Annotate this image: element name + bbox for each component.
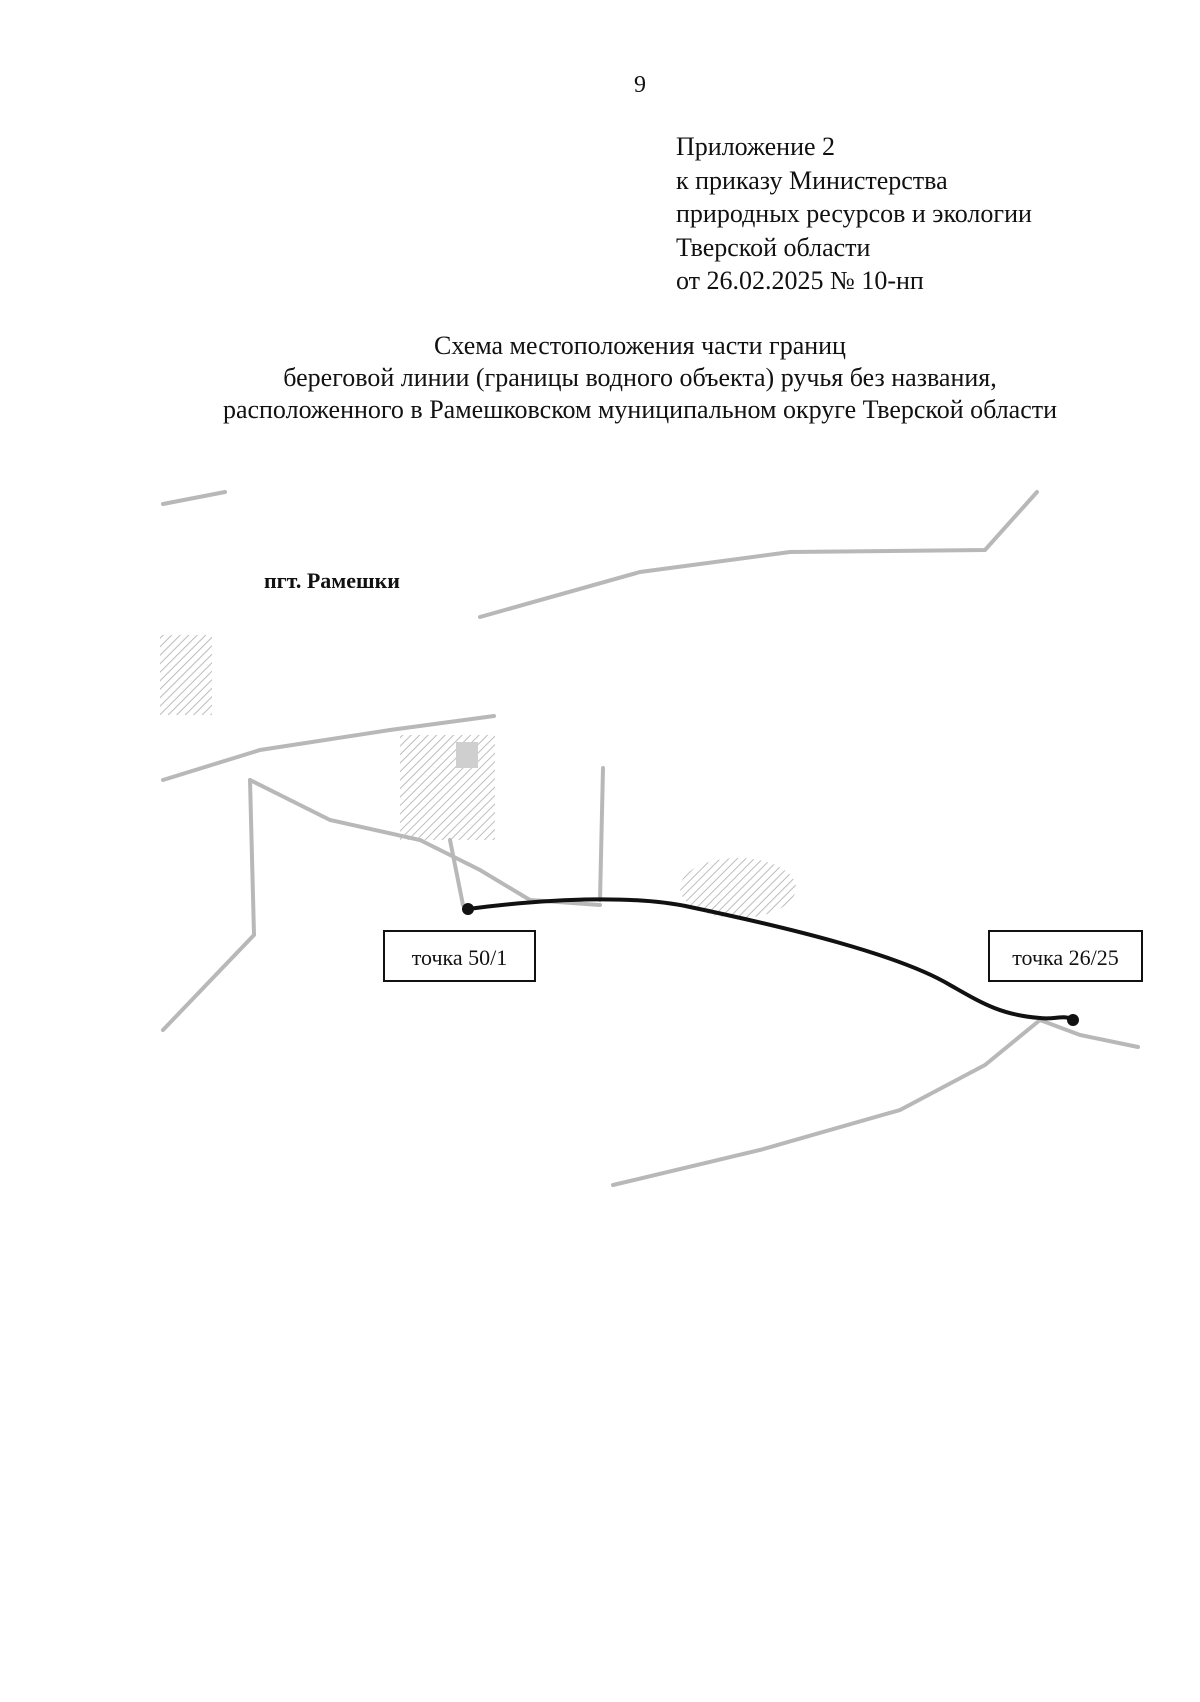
block-3 xyxy=(456,742,478,768)
road-spur xyxy=(450,840,463,905)
block-1 xyxy=(160,635,212,715)
road-north xyxy=(480,492,1037,617)
boundary-line xyxy=(468,899,1073,1020)
appendix-line-4: Тверской области xyxy=(676,232,871,262)
appendix-line-3: природных ресурсов и экологии xyxy=(676,199,1032,228)
road-south xyxy=(613,1020,1138,1185)
appendix-line-1: Приложение 2 xyxy=(676,132,836,161)
corner-mark xyxy=(163,492,225,504)
scheme-title-line-3: расположенного в Рамешковском муниципальном округе Тверской области xyxy=(222,395,1058,424)
background-map-features xyxy=(163,492,1138,1185)
settlement-label: пгт. Рамешки xyxy=(264,568,400,593)
appendix-line-2: к приказу Министерства xyxy=(676,165,948,195)
point-start-marker xyxy=(462,903,474,915)
built-up-blocks xyxy=(160,635,796,918)
block-2 xyxy=(400,735,495,840)
point-end-label: точка 26/25 xyxy=(988,930,1143,982)
road-west-branch xyxy=(163,780,254,1030)
appendix-line-5: от 26.02.2025 № 10-нп xyxy=(676,266,924,295)
page-number: 9 xyxy=(634,72,646,98)
scheme-title-line-1: Схема местоположения части границ xyxy=(434,331,846,360)
scheme-title-line-2: береговой линии (границы водного объекта) ручья без названия, xyxy=(283,363,997,392)
road-vertical xyxy=(600,768,603,900)
point-start-label: точка 50/1 xyxy=(383,930,536,982)
point-end-marker xyxy=(1067,1014,1079,1026)
